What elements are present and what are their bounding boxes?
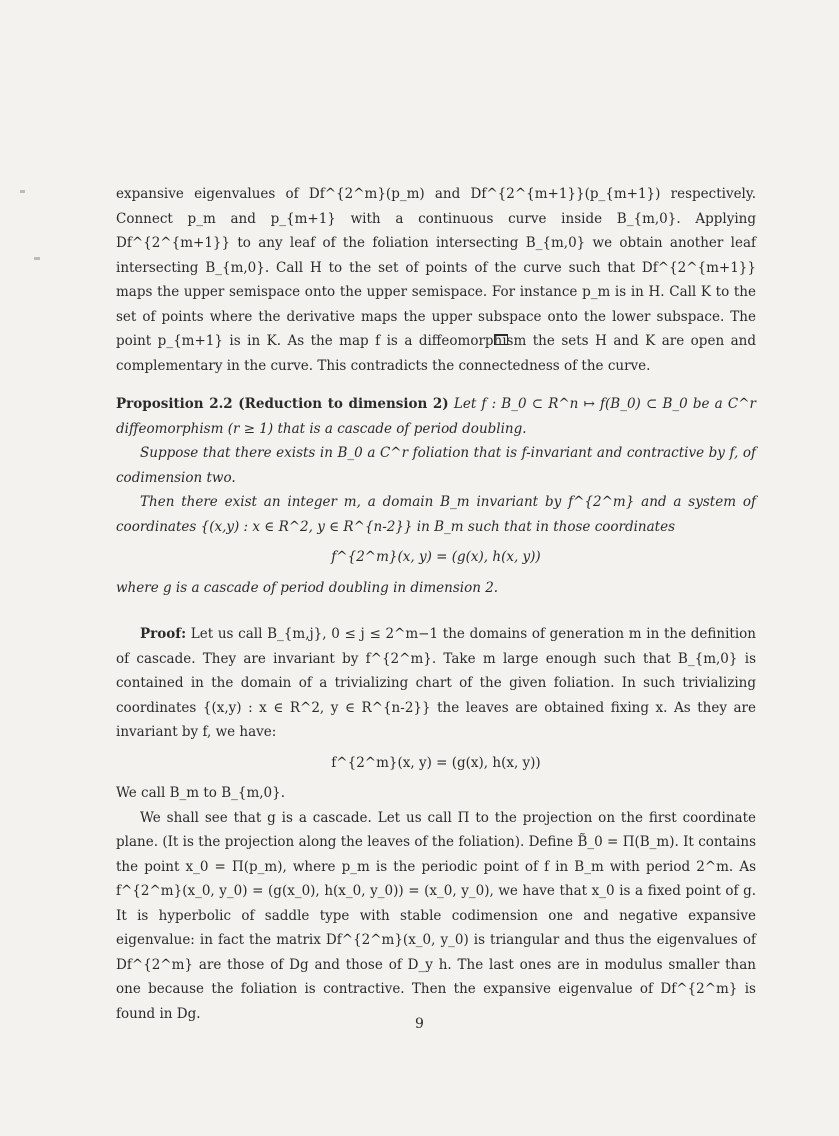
body-text	[116, 182, 756, 378]
proposition-hypothesis: Suppose that there exists in B_0 a C^r foliation that is f-invariant and contractive by f, of codimension two.	[116, 445, 756, 486]
qed-symbol	[494, 334, 508, 345]
proof-text-short: We call B_m to B_{m,0}.	[116, 785, 286, 801]
margin-mark	[34, 257, 40, 260]
margin-mark	[20, 190, 25, 193]
proposition-conclusion-end: where g is a cascade of period doubling in dimension 2.	[116, 579, 499, 596]
proposition-conclusion: Then there exist an integer m, a domain B_m invariant by f^{2^m} and a system of coordinates {(x,y) : x ∈ R^2, y ∈ R^{n-2}} in B_m such that in those coordinates	[116, 494, 756, 535]
page-number: 9	[415, 1016, 424, 1032]
proof-block	[116, 622, 756, 1026]
proof-equation: f^{2^m}(x, y) = (g(x), h(x, y))	[331, 754, 541, 771]
proposition-equation: f^{2^m}(x, y) = (g(x), h(x, y))	[331, 549, 541, 565]
proof-text: Let us call B_{m,j}, 0 ≤ j ≤ 2^m−1 the domains of generation m in the definition of cascade. They are invariant by f^{2^m}. Take m large enough such that B_{m,0} is contained in the domain of a trivializing chart of the given foliation. In such trivializing coordinates {(x,y) : x ∈ R^2, y ∈ R^{n-2}} the leaves are obtained fixing x. As they are invariant by f, we have:	[116, 626, 756, 740]
proposition-statement: Let f : B_0 ⊂ R^n ↦ f(B_0) ⊂ B_0 be a C^r diffeomorphism (r ≥ 1) that is a cascade of period doubling.	[116, 396, 756, 437]
proof-label: Proof:	[140, 626, 187, 642]
proof-text-long: We shall see that g is a cascade. Let us call Π to the projection on the first coordinate plane. (It is the projection along the leaves of the foliation). Define B̃_0 = Π(B_m). It contains the point x_0 = Π(p_m), where p_m is the periodic point of f in B_m with period 2^m. As f^{2^m}(x_0, y_0) = (g(x_0), h(x_0, y_0)) = (x_0, y_0), we have that x_0 is a fixed point of g. It is hyperbolic of saddle type with stable codimension one and negative expansive eigenvalue: in fact the matrix Df^{2^m}(x_0, y_0) is triangular and thus the eigenvalues of Df^{2^m} are those of Dg and those of D_y h. The last ones are in modulus smaller than one because the foliation is contractive. Then the expansive eigenvalue of Df^{2^m} is found in Dg.	[116, 809, 756, 1022]
proposition-heading: Proposition 2.2 (Reduction to dimension 2)	[116, 396, 449, 412]
proposition-block	[116, 392, 756, 600]
paragraph-continuation: expansive eigenvalues of Df^{2^m}(p_m) and Df^{2^{m+1}}(p_{m+1}) respectively. Connect p_m and p_{m+1} with a continuous curve inside B_{m,0}. Applying Df^{2^{m+1}} to any leaf of the foliation intersecting B_{m,0} we obtain another leaf intersecting B_{m,0}. Call H to the set of points of the curve such that Df^{2^{m+1}} maps the upper semispace onto the upper semispace. For instance p_m is in H. Call K to the set of points where the derivative maps the upper subspace onto the lower subspace. The point p_{m+1} is in K. As the map f is a diffeomorphism the sets H and K are open and complementary in the curve. This contradicts the connectedness of the curve.	[116, 186, 756, 374]
